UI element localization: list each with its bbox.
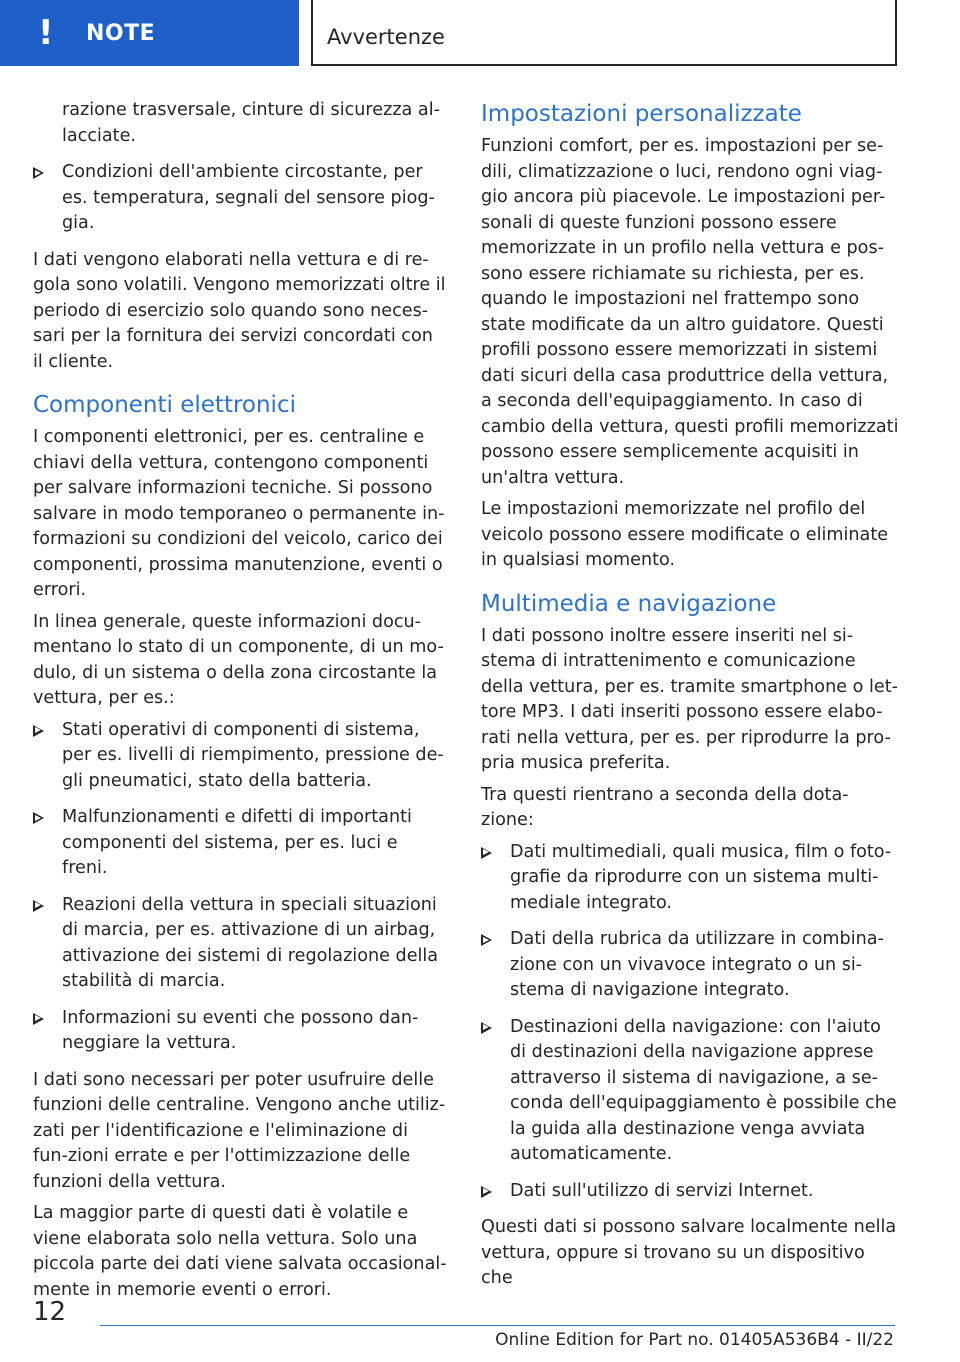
list-item-text: Destinazioni della navigazione: con l'aiuto di destinazioni della navigazione apprese attraverso il sistema di navigazione, a se-conda dell'equipaggiamento è possibile che la guida alla destinazione venga avviata automaticamente. xyxy=(510,1016,897,1164)
bullet-arrow-icon xyxy=(33,167,44,179)
section-heading: Componenti elettronici xyxy=(33,392,296,418)
paragraph: Tra questi rientrano a seconda della dota-zione: xyxy=(481,784,849,830)
list-item xyxy=(33,805,448,882)
warning-exclamation-icon: ! xyxy=(38,13,54,53)
chapter-title-box xyxy=(311,0,897,66)
list-item xyxy=(481,1015,899,1168)
list-item xyxy=(33,160,448,237)
left-column xyxy=(33,98,448,1309)
list-item-text: Reazioni della vettura in speciali situazioni di marcia, per es. attivazione di un airbag, attivazione dei sistemi di regolazione della stabilità di marcia. xyxy=(62,894,439,991)
paragraph: razione trasversale, cinture di sicurezza al-lacciate. xyxy=(62,100,440,146)
list-item-text: Condizioni dell'ambiente circostante, per es. temperatura, segnali del sensore piog-gia. xyxy=(62,162,435,233)
list-item-text: Dati sull'utilizzo di servizi Internet. xyxy=(510,1180,814,1201)
continued-bullet-text xyxy=(33,98,448,149)
bullet-arrow-icon xyxy=(481,934,492,946)
bullet-arrow-icon xyxy=(481,847,492,859)
footer-divider xyxy=(100,1325,895,1326)
list-item xyxy=(33,893,448,995)
edition-footer: Online Edition for Part no. 01405A536B4 - II/22 xyxy=(495,1330,894,1350)
list-item-text: Dati della rubrica da utilizzare in combina-zione con un vivavoce integrato o un si-stema di navigazione integrato. xyxy=(510,929,884,1000)
list-item xyxy=(33,1006,448,1057)
paragraph: Questi dati si possono salvare localmente nella vettura, oppure si trovano su un dispositivo che xyxy=(481,1217,897,1288)
section-heading: Multimedia e navigazione xyxy=(481,590,777,617)
paragraph: I componenti elettronici, per es. centraline e chiavi della vettura, contengono componenti per salvare informazioni tecniche. Si possono salvare in modo temporaneo o permanente in-formazioni su condizioni del veicolo, carico dei componenti, prossima manutenzione, eventi o errori. xyxy=(33,427,445,600)
paragraph: I dati possono inoltre essere inseriti nel si-stema di intrattenimento e comunicazione della vettura, per es. tramite smartphone o let-tore MP3. I dati inseriti possono essere elabo-rati nella vettura, per es. per riprodurre la pro-pria musica preferita. xyxy=(481,625,898,773)
list-item xyxy=(33,718,448,795)
section-tab-label: NOTE xyxy=(86,21,156,46)
paragraph: Le impostazioni memorizzate nel profilo del veicolo possono essere modificate o eliminate in qualsiasi momento. xyxy=(481,499,889,570)
right-column xyxy=(481,96,899,1298)
list-item-text: Stati operativi di componenti di sistema, per es. livelli di riempimento, pressione de-gli pneumatici, stato della batteria. xyxy=(62,719,444,791)
paragraph: I dati sono necessari per poter usufruire delle funzioni delle centraline. Vengono anche utiliz-zati per l'identificazione e l'eliminazione di fun-zioni errate e per l'ottimizzazione delle funzioni della vettura. xyxy=(33,1069,446,1192)
list-item-text: Informazioni su eventi che possono dan-neggiare la vettura. xyxy=(62,1007,419,1053)
list-item-text: Dati multimediali, quali musica, film o foto-grafie da riprodurre con un sistema multi-mediale integrato. xyxy=(510,841,892,913)
bullet-arrow-icon xyxy=(481,1022,492,1034)
paragraph: In linea generale, queste informazioni docu-mentano lo stato di un componente, di un mo-dulo, di un sistema o della zona circostante la vettura, per es.: xyxy=(33,611,444,708)
paragraph: Funzioni comfort, per es. impostazioni per se-dili, climatizzazione o luci, rendono ogni viag-gio ancora più piacevole. Le impostazioni per-sonali di queste funzioni possono essere memorizzate in un profilo nella vettura e pos-sono essere richiamate su richiesta, per es. quando le impostazioni nel frattempo sono state modificate da un altro guidatore. Questi profili possono essere memorizzati in sistemi dati sicuri della casa produttrice della vettura, a seconda dell'equipaggiamento. In caso di cambio della vettura, questi profili memorizzati possono essere semplicemente acquisiti in un'altra vettura. xyxy=(481,136,899,488)
list-item xyxy=(481,927,899,1004)
bullet-arrow-icon xyxy=(33,900,44,912)
paragraph: I dati vengono elaborati nella vettura e di re-gola sono volatili. Vengono memorizzati oltre il periodo di esercizio solo quando sono neces-sari per la fornitura dei servizi concordati con il cliente. xyxy=(33,249,446,372)
bullet-arrow-icon xyxy=(33,1013,44,1025)
chapter-title: Avvertenze xyxy=(327,25,445,49)
bullet-arrow-icon xyxy=(33,812,44,824)
section-tab xyxy=(0,0,299,66)
list-item-text: Malfunzionamenti e difetti di importanti componenti del sistema, per es. luci e freni. xyxy=(62,807,412,878)
list-item xyxy=(481,1179,899,1205)
section-heading: Impostazioni personalizzate xyxy=(481,101,802,127)
list-item xyxy=(481,840,899,917)
bullet-arrow-icon xyxy=(481,1186,492,1198)
page-number: 12 xyxy=(33,1297,67,1327)
paragraph: La maggior parte di questi dati è volatile e viene elaborata solo nella vettura. Solo una piccola parte dei dati viene salvata occasional-mente in memorie eventi o errori. xyxy=(33,1203,447,1300)
bullet-arrow-icon xyxy=(33,725,44,737)
